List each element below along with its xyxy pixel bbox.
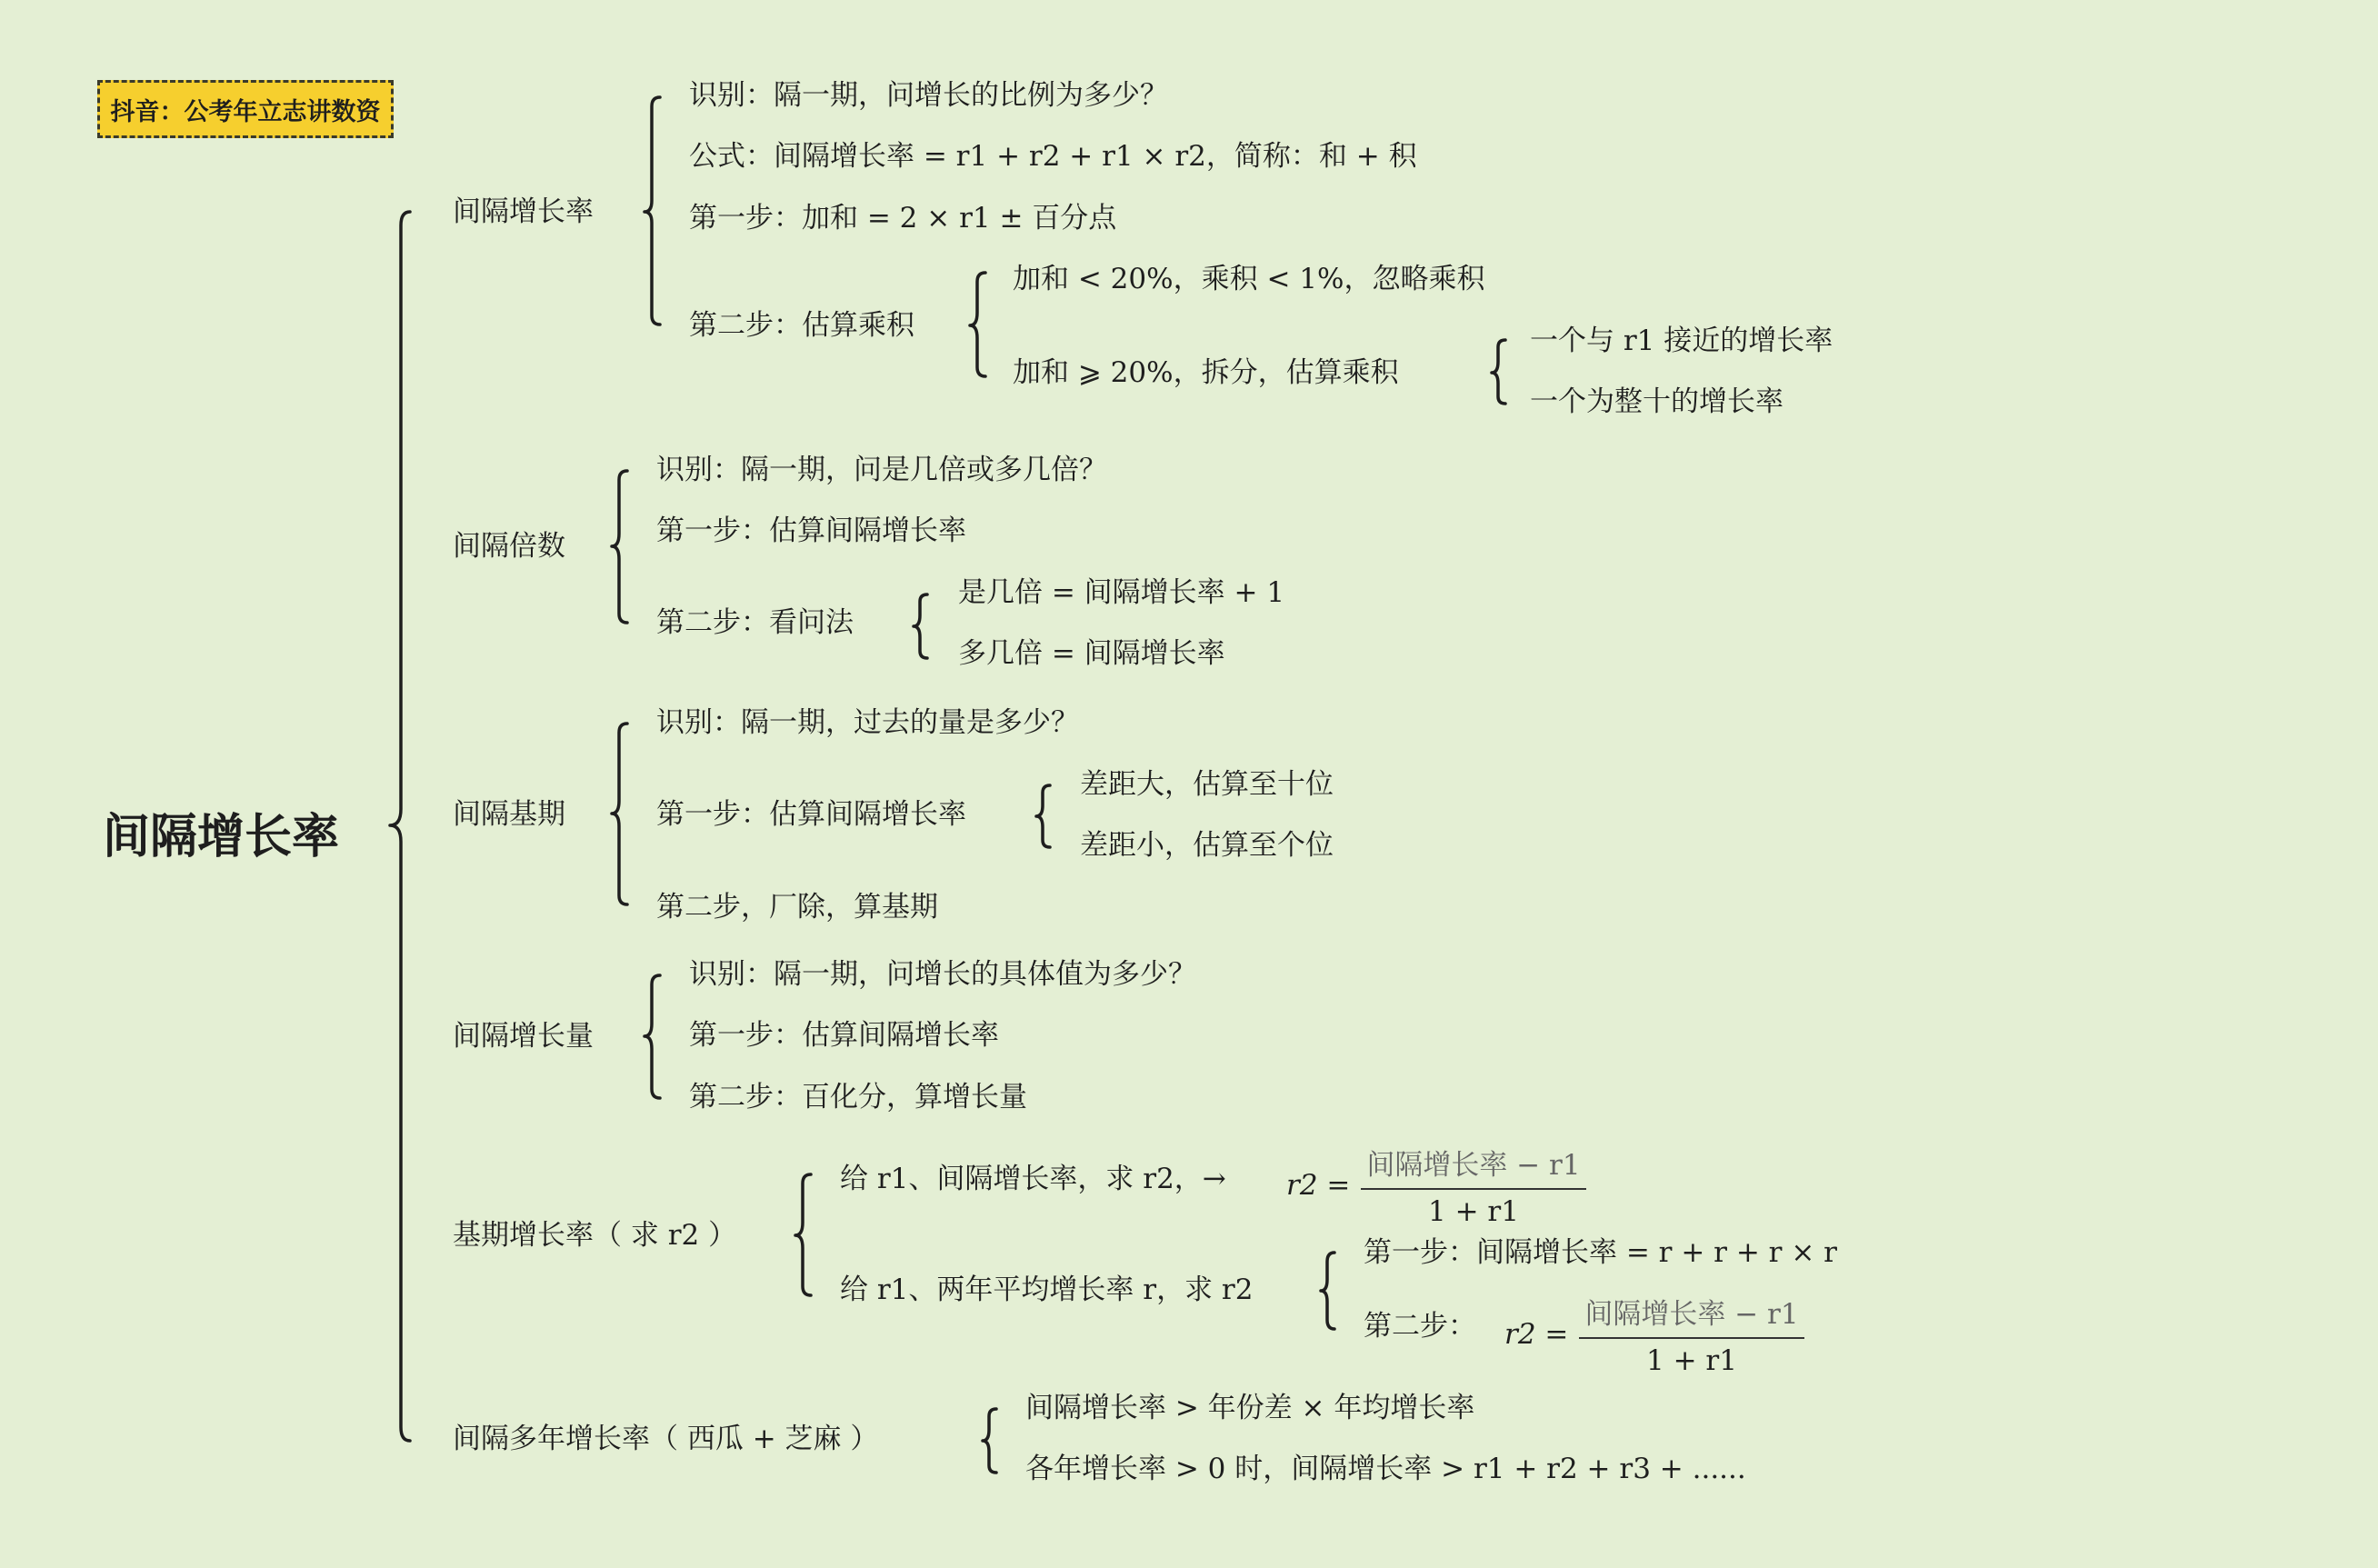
s5-formula-2 — [1504, 1291, 1804, 1377]
s3-sub-item: 差距小，估算至个位 — [1080, 829, 1334, 862]
s2-item: 第一步：估算间隔增长率 — [656, 514, 966, 547]
s5-label: 基期增长率（ 求 r2 ） — [453, 1219, 737, 1252]
s3-sub-bracket — [1036, 785, 1050, 847]
s5-item: 给 r1、间隔增长率，求 r2，→ — [840, 1163, 1226, 1195]
author-tag: 抖音：公考年立志讲数资 — [97, 80, 394, 138]
s5-sub-item: 第一步：间隔增长率 = r + r + r × r — [1364, 1236, 1838, 1269]
root-bracket — [390, 212, 410, 1441]
formula-numerator: 间隔增长率 − r1 — [1361, 1142, 1585, 1190]
formula-denominator: 1 + r1 — [1646, 1344, 1737, 1377]
s4-label: 间隔增长量 — [453, 1020, 594, 1053]
s4-item: 识别：隔一期，问增长的具体值为多少？ — [689, 958, 1196, 991]
s4-bracket — [644, 975, 660, 1098]
s1-subsub-bracket — [1492, 340, 1505, 404]
s3-item: 第一步：估算间隔增长率 — [656, 798, 966, 831]
s2-sub-bracket — [914, 594, 927, 658]
formula-lhs: r2 = — [1504, 1317, 1569, 1351]
s6-bracket — [983, 1409, 996, 1473]
s1-label: 间隔增长率 — [453, 195, 594, 228]
s2-item: 识别：隔一期，问是几倍或多几倍？ — [656, 454, 1107, 486]
formula-lhs: r2 = — [1286, 1168, 1351, 1202]
s4-item: 第一步：估算间隔增长率 — [689, 1019, 999, 1052]
s5-sub-bracket — [1321, 1253, 1334, 1329]
s5-sub-item: 第二步： — [1364, 1310, 1476, 1343]
s3-item: 识别：隔一期，过去的量是多少？ — [656, 706, 1079, 739]
s1-subsub-item: 一个与 r1 接近的增长率 — [1530, 325, 1833, 357]
s1-sub-item: 加和 ⩾ 20%，拆分，估算乘积 — [1013, 356, 1399, 389]
s2-sub-item: 多几倍 = 间隔增长率 — [958, 637, 1225, 670]
s1-item: 公式：间隔增长率 = r1 + r2 + r1 × r2，简称：和 + 积 — [689, 140, 1417, 173]
s1-bracket — [644, 97, 660, 325]
s1-sub-item: 加和 < 20%，乘积 < 1%，忽略乘积 — [1013, 263, 1485, 295]
s5-bracket — [795, 1174, 811, 1295]
s6-item: 间隔增长率 > 年份差 × 年均增长率 — [1025, 1392, 1475, 1424]
s2-item: 第二步：看问法 — [656, 606, 854, 639]
s6-label: 间隔多年增长率（ 西瓜 + 芝麻 ） — [453, 1423, 879, 1455]
s3-label: 间隔基期 — [453, 798, 565, 831]
root-topic: 间隔增长率 — [103, 809, 340, 864]
s5-item: 给 r1、两年平均增长率 r，求 r2 — [840, 1273, 1254, 1306]
s3-sub-item: 差距大，估算至十位 — [1080, 768, 1334, 801]
s2-sub-item: 是几倍 = 间隔增长率 + 1 — [958, 576, 1285, 609]
s1-item: 识别：隔一期，问增长的比例为多少？ — [689, 79, 1168, 112]
s3-item: 第二步，厂除，算基期 — [656, 891, 938, 924]
s1-sub-bracket — [970, 273, 985, 376]
s1-subsub-item: 一个为整十的增长率 — [1530, 385, 1784, 418]
s6-item: 各年增长率 > 0 时，间隔增长率 > r1 + r2 + r3 + ...... — [1025, 1453, 1746, 1485]
s1-item: 第一步：加和 = 2 × r1 ± 百分点 — [689, 202, 1117, 235]
s3-bracket — [612, 724, 627, 904]
s4-item: 第二步：百化分，算增长量 — [689, 1081, 1027, 1114]
formula-denominator: 1 + r1 — [1428, 1195, 1519, 1228]
s2-bracket — [612, 471, 627, 623]
formula-numerator: 间隔增长率 − r1 — [1579, 1291, 1803, 1339]
s5-formula — [1286, 1142, 1586, 1228]
s1-item: 第二步：估算乘积 — [689, 309, 914, 342]
s2-label: 间隔倍数 — [453, 530, 565, 563]
